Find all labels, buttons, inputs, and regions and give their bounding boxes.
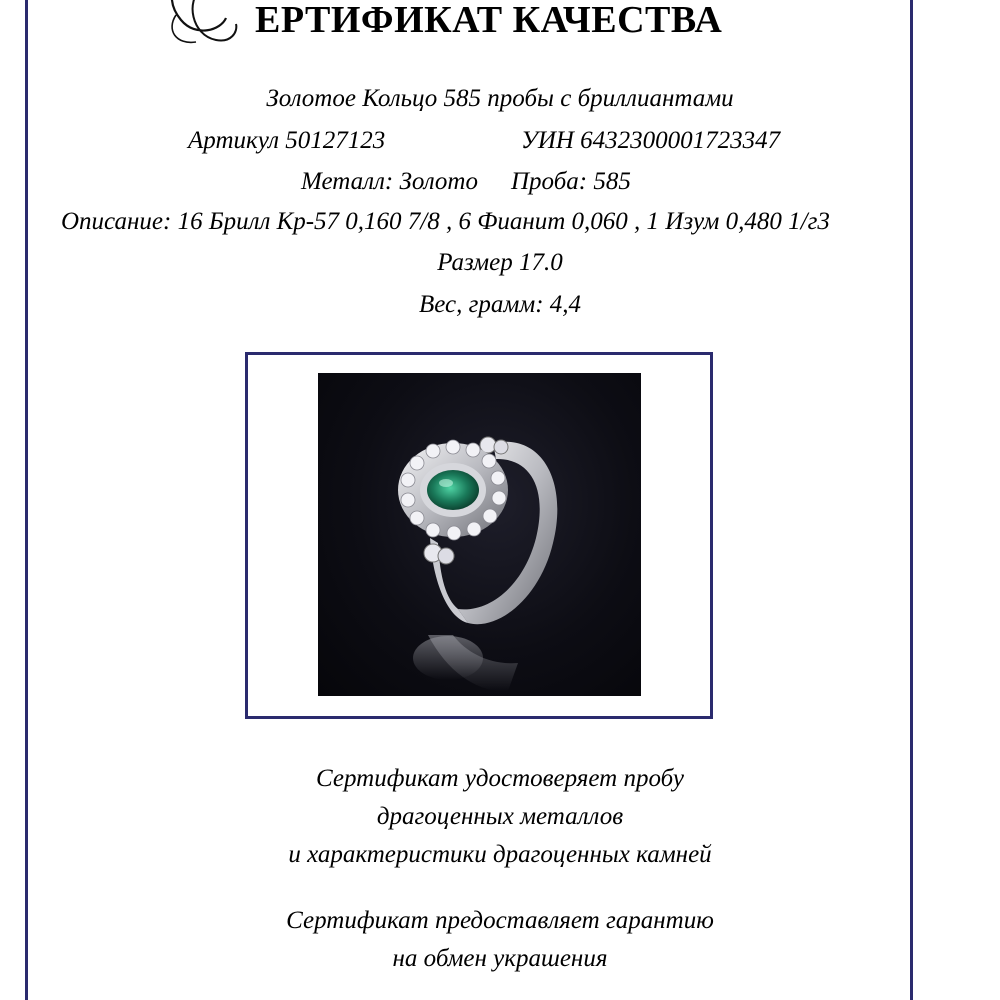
metal-field: Металл: Золото xyxy=(301,168,478,195)
size-field: Размер 17.0 xyxy=(437,249,563,276)
ring-image-icon xyxy=(318,373,641,696)
guarantee-line-1: Сертификат предоставляет гарантию xyxy=(286,907,714,934)
description-field: Описание: 16 Брилл Кр-57 0,160 7/8 , 6 Фианит 0,060 , 1 Изум 0,480 1/г3 xyxy=(61,208,830,235)
certifies-line-2: драгоценных металлов xyxy=(376,803,624,830)
article-number: Артикул 50127123 xyxy=(188,127,386,154)
weight-field: Вес, грамм: 4,4 xyxy=(418,291,582,318)
probe-field: Проба: 585 xyxy=(511,168,631,195)
uin-number: УИН 6432300001723347 xyxy=(521,127,781,154)
product-name: Золотое Кольцо 585 пробы с бриллиантами xyxy=(266,85,734,112)
guarantee-line-2: на обмен украшения xyxy=(392,945,608,972)
certifies-line-1: Сертификат удостоверяет пробу xyxy=(316,765,684,792)
script-c-monogram-icon xyxy=(146,0,256,50)
certifies-line-3: и характеристики драгоценных камней xyxy=(288,841,712,868)
certificate-title: ЕРТИФИКАТ КАЧЕСТВА xyxy=(255,0,723,41)
product-photo xyxy=(318,373,641,696)
